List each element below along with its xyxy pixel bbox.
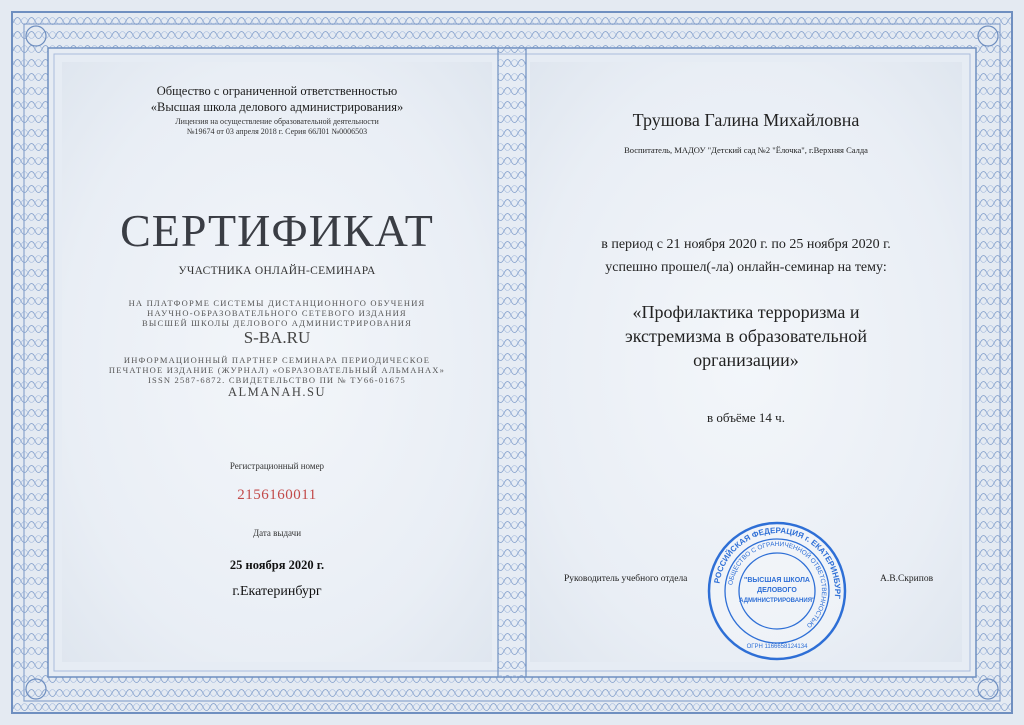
seminar-period: в период с 21 ноября 2020 г. по 25 ноября 2020 г. — [601, 237, 891, 252]
issue-city: г.Екатеринбург — [232, 584, 322, 599]
seal-outer-text: РОССИЙСКАЯ ФЕДЕРАЦИЯ г. ЕКАТЕРИНБУРГ — [712, 525, 843, 600]
signature-head-label: Руководитель учебного отдела — [564, 574, 688, 584]
left-panel — [62, 62, 492, 662]
stamp-seal — [706, 520, 848, 662]
platform-line3: ВЫСШЕЙ ШКОЛЫ ДЕЛОВОГО АДМИНИСТРИРОВАНИЯ — [141, 318, 412, 328]
seal-inner-text: ОБЩЕСТВО С ОГРАНИЧЕННОЙ ОТВЕТСТВЕННОСТЬЮ — [727, 540, 828, 629]
certificate-title: СЕРТИФИКАТ — [120, 205, 434, 256]
platform-line2: НАУЧНО-ОБРАЗОВАТЕЛЬНОГО СЕТЕВОГО ИЗДАНИЯ — [147, 308, 407, 318]
registration-label: Регистрационный номер — [229, 461, 325, 471]
seal-center-line3: АДМИНИСТРИРОВАНИЯ" — [739, 598, 815, 604]
seminar-topic-line1: «Профилактика терроризма и — [632, 302, 860, 322]
partner-line3: ISSN 2587-6872. СВИДЕТЕЛЬСТВО ПИ № ТУ66-01675 — [147, 375, 407, 385]
recipient-name: Трушова Галина Михайловна — [632, 110, 860, 130]
signature-head-name: А.В.Скрипов — [880, 574, 934, 584]
seal-center-line1: "ВЫСШАЯ ШКОЛА — [744, 577, 810, 584]
license-line1: Лицензия на осуществление образовательной деятельности — [175, 117, 379, 126]
registration-number: 2156160011 — [237, 487, 317, 503]
seal-center-line2: ДЕЛОВОГО — [757, 587, 797, 594]
certificate-subtitle: УЧАСТНИКА ОНЛАЙН-СЕМИНАРА — [178, 265, 376, 277]
issue-date: 25 ноября 2020 г. — [229, 558, 325, 572]
seminar-passed-text: успешно прошел(-ла) онлайн-семинар на тему: — [605, 260, 887, 275]
platform-site: S-BA.RU — [243, 328, 311, 347]
seminar-topic-line2: экстремизма в образовательной — [625, 326, 867, 346]
partner-site: ALMANAH.SU — [228, 385, 326, 399]
seminar-volume: в объёме 14 ч. — [707, 410, 785, 425]
recipient-position: Воспитатель, МАДОУ "Детский сад №2 "Ёлочка", г.Верхняя Салда — [624, 145, 868, 155]
issuer-org-line1: Общество с ограниченной ответственностью — [156, 84, 398, 98]
seal-ogrn: ОГРН 1166658124134 — [746, 644, 808, 650]
partner-line1: ИНФОРМАЦИОННЫЙ ПАРТНЕР СЕМИНАРА ПЕРИОДИЧЕСКОЕ — [123, 355, 431, 365]
platform-line1: НА ПЛАТФОРМЕ СИСТЕМЫ ДИСТАНЦИОННОГО ОБУЧЕНИЯ — [128, 298, 426, 308]
issuer-org-line2: «Высшая школа делового администрирования» — [150, 100, 404, 114]
seminar-topic-line3: организации» — [693, 350, 799, 370]
issue-date-label: Дата выдачи — [252, 528, 302, 538]
partner-line2: ПЕЧАТНОЕ ИЗДАНИЕ (ЖУРНАЛ) «ОБРАЗОВАТЕЛЬНЫЙ АЛЬМАНАХ» — [108, 365, 446, 375]
license-line2: №19674 от 03 апреля 2018 г. Серия 66Л01 №0006503 — [186, 127, 368, 136]
